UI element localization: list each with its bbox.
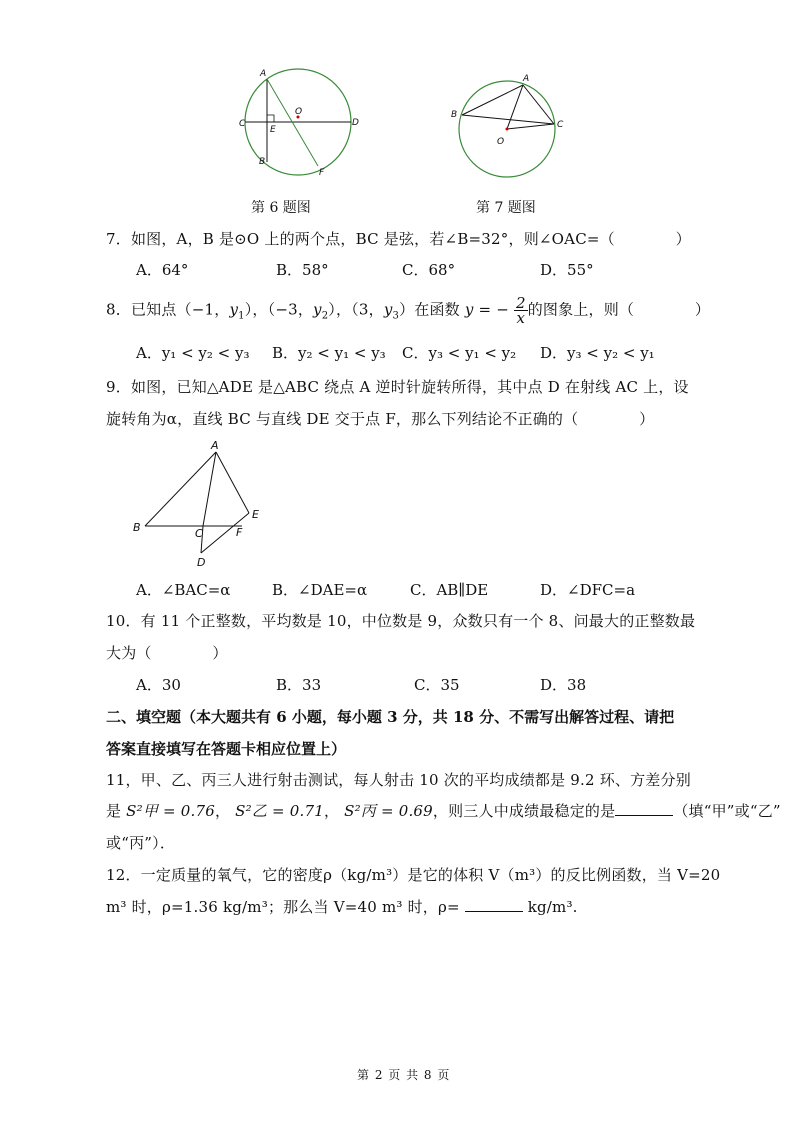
fig6-label-f: F xyxy=(319,168,325,178)
fig6-label-c: C xyxy=(239,119,246,129)
section-2-heading-line-2: 答案直接填写在答题卡相应位置上） xyxy=(106,740,347,758)
question-10-option-d: D．38 xyxy=(540,676,587,694)
q8-suffix: 的图象上，则（ ） xyxy=(527,300,711,319)
question-9-line-2: 旋转角为α，直线 BC 与直线 DE 交于点 F，那么下列结论不正确的（ ） xyxy=(106,410,655,428)
q11-line2-prefix: 是 xyxy=(106,802,122,820)
fig9-line-ae xyxy=(216,452,249,513)
q8-mid1: ），（−3， xyxy=(244,300,314,319)
q8-y2: y xyxy=(313,300,322,319)
fig6-label-a: A xyxy=(260,69,267,79)
fig6-label-d: D xyxy=(352,118,359,128)
question-9-option-b: B．∠DAE=α xyxy=(272,581,368,599)
question-7-option-d: D．55° xyxy=(540,261,594,279)
fig6-label-e: E xyxy=(270,125,276,135)
fig7-label-c: C xyxy=(557,120,564,130)
q8-y2-sub: 2 xyxy=(321,310,329,322)
q8-mid2: ），（3， xyxy=(328,300,384,319)
q11-variance-jia: S²甲 = 0.76 xyxy=(126,802,215,820)
q11-answer-blank[interactable] xyxy=(615,815,673,816)
figure-6-caption: 第 6 题图 xyxy=(251,200,311,216)
figure-7-diagram xyxy=(445,72,575,187)
fig9-label-f: F xyxy=(236,526,243,539)
q8-function-lhs: y = − xyxy=(464,300,510,319)
fig9-label-b: B xyxy=(133,521,141,534)
q12-answer-blank[interactable] xyxy=(465,911,523,912)
question-9-option-d: D．∠DFC=a xyxy=(540,581,636,599)
question-11-line-1: 11，甲、乙、丙三人进行射击测试，每人射击 10 次的平均成绩都是 9.2 环、方差分别 xyxy=(106,771,691,789)
question-10-option-a: A．30 xyxy=(136,676,181,694)
q8-mid3: ）在函数 xyxy=(399,300,460,319)
question-11-line-3: 或“丙”）． xyxy=(106,834,176,852)
figure-6-diagram xyxy=(235,62,375,187)
fig9-label-e: E xyxy=(252,508,259,521)
question-7-option-a: A．64° xyxy=(136,261,189,279)
question-8-option-c: C．y₃ < y₁ < y₂ xyxy=(402,344,517,362)
q8-y1: y xyxy=(229,300,239,319)
q11-variance-yi: S²乙 = 0.71 xyxy=(235,802,324,820)
fig7-line-oc xyxy=(507,124,554,129)
fig6-label-b: B xyxy=(259,157,266,167)
section-2-heading-line-1: 二、填空题（本大题共有 6 小题，每小题 3 分，共 18 分、不需写出解答过程、请把 xyxy=(106,708,675,726)
q11-line2-suffix: ，则三人中成绩最稳定的是 xyxy=(432,802,616,820)
question-8-option-b: B．y₂ < y₁ < y₃ xyxy=(272,344,386,362)
q8-prefix: 8．已知点（−1， xyxy=(106,300,230,319)
fig7-label-a: A xyxy=(523,74,530,84)
fig9-label-a: A xyxy=(211,439,219,452)
q12-line2-b: kg/m³. xyxy=(527,898,578,916)
fig7-line-bc xyxy=(462,115,554,124)
question-10-option-c: C．35 xyxy=(414,676,460,694)
fig6-label-o: O xyxy=(295,107,303,117)
question-12-line-2 xyxy=(106,896,578,917)
question-9-option-c: C．AB∥DE xyxy=(410,581,489,599)
question-7-option-b: B．58° xyxy=(276,261,329,279)
question-10-option-b: B．33 xyxy=(276,676,322,694)
fig7-label-o: O xyxy=(497,137,505,147)
question-9-option-a: A．∠BAC=α xyxy=(136,581,231,599)
q12-line2-a: m³ 时，ρ=1.36 kg/m³；那么当 V=40 m³ 时，ρ= xyxy=(106,898,460,916)
question-8-option-d: D．y₃ < y₂ < y₁ xyxy=(540,344,655,362)
question-8-text xyxy=(106,296,710,328)
page-footer: 第 2 页 共 8 页 xyxy=(357,1068,451,1082)
fig7-center-dot xyxy=(506,128,509,131)
q11-variance-bing: S²丙 = 0.69 xyxy=(344,802,433,820)
question-11-line-2: 是 S²甲 = 0.76， S²乙 = 0.71， S²丙 = 0.69，则三人中成绩最稳定的是 （填“甲”或“乙” xyxy=(106,802,781,820)
question-9-line-1: 9．如图，已知△ADE 是△ABC 绕点 A 逆时针旋转所得，其中点 D 在射线 AC 上，设 xyxy=(106,378,689,396)
question-7-text: 7．如图，A，B 是⊙O 上的两个点，BC 是弦，若∠B=32°，则∠OAC=（ ） xyxy=(106,230,691,248)
q8-y3-sub: 3 xyxy=(392,310,400,322)
fig9-label-d: D xyxy=(197,556,206,569)
q8-frac-den: x xyxy=(516,309,526,327)
q8-frac-num: 2 xyxy=(515,294,526,312)
question-8-option-a: A．y₁ < y₂ < y₃ xyxy=(136,344,250,362)
question-12-line-1: 12．一定质量的氧气，它的密度ρ（kg/m³）是它的体积 V（m³）的反比例函数，当 V=20 xyxy=(106,866,721,884)
question-10-line-2: 大为（ ） xyxy=(106,644,228,662)
q8-y1-sub: 1 xyxy=(238,310,245,322)
q8-y3: y xyxy=(383,300,393,319)
figure-7-caption: 第 7 题图 xyxy=(476,200,536,216)
question-10-line-1: 10．有 11 个正整数，平均数是 10，中位数是 9，众数只有一个 8、问最大的正整数最 xyxy=(106,612,696,630)
fig9-label-c: C xyxy=(195,527,203,540)
question-7-option-c: C．68° xyxy=(402,261,456,279)
fig7-line-ac xyxy=(523,85,554,124)
q11-line2-end: （填“甲”或“乙” xyxy=(673,802,781,820)
fig6-right-angle-mark xyxy=(267,115,274,122)
q8-fraction xyxy=(514,296,528,325)
figure-9-diagram xyxy=(128,438,278,573)
fig7-label-b: B xyxy=(451,110,458,120)
